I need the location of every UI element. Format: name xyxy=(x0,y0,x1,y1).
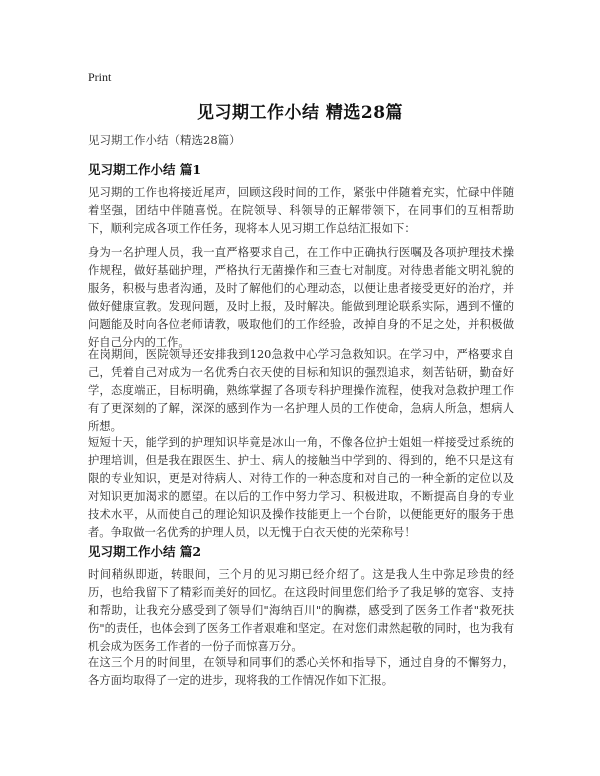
section-1-paragraph-1: 见习期的工作也将接近尾声，回顾这段时间的工作，紧张中伴随着充实，忙碌中伴随着坚强，团结中伴随喜悦。在院领导、科领导的正解带领下，在同事们的互相帮助下，顺利完成各项工作任务，现将本人见习期工作总结汇报如下： xyxy=(88,186,514,235)
page-title: 见习期工作小结 精选28篇 xyxy=(196,103,404,123)
section-2-paragraph-1: 时间稍纵即逝，转眼间，三个月的见习期已经介绍了。这是我人生中弥足珍贵的经历，也给我留下了精彩而美好的回忆。在这段时间里您们给予了我足够的宽容、支持和帮助，让我充分感受到了领导们"海纳百川"的胸襟，感受到了医务工作者"救死扶伤"的责任，也体会到了医务工作者艰难和坚定。在对您们肃然起敬的同时，也为我有机会成为医务工作者的一份子而惊喜万分。 xyxy=(88,568,514,653)
section-1-paragraph-4: 短短十天，能学到的护理知识毕竟是冰山一角，不像各位护士姐姐一样接受过系统的护理培训，但是我在跟医生、护士、病人的接触当中学到的、得到的，绝不只是这有限的专业知识，更是对待病人、对待工作的一种态度和对自己的一种全新的定位以及对知识更加渴求的愿望。在以后的工作中努力学习、积极进取，不断提高自身的专业技术水平，从而使自己的理论知识及操作技能更上一个台阶，以便能更好的服务于患者。争取做一名优秀的护理人员，以无愧于白衣天使的光荣称号！ xyxy=(88,436,514,539)
section-2-paragraph-2: 在这三个月的时间里，在领导和同事们的悉心关怀和指导下，通过自身的不懈努力，各方面均取得了一定的进步，现将我的工作情况作如下汇报。 xyxy=(88,656,514,687)
section-heading-1: 见习期工作小结 篇1 xyxy=(88,162,202,177)
section-heading-2: 见习期工作小结 篇2 xyxy=(88,544,202,559)
section-1-paragraph-2: 身为一名护理人员，我一直严格要求自己，在工作中正确执行医嘱及各项护理技术操作规程，做好基础护理，严格执行无菌操作和三查七对制度。对待患者能文明礼貌的服务，积极与患者沟通，及时了解他们的心理动态，以便让患者接受更好的治疗，并做好健康宣教。发现问题，及时上报，及时解决。能做到理论联系实际，遇到不懂的问题能及时向各位老师请教，吸取他们的工作经验，改掉自身的不足之处，并积极做好自己分内的工作。 xyxy=(88,246,514,349)
section-1-paragraph-3: 在岗期间，医院领导还安排我到120急救中心学习急救知识。在学习中，严格要求自己，凭着自己对成为一名优秀白衣天使的目标和知识的强烈追求，刻苦钻研，勤奋好学，态度端正，目标明确，熟练掌握了各项专科护理操作流程，使我对急救护理工作有了更深刻的了解，深深的感到作为一名护理人员的工作使命，急病人所急，想病人所想。 xyxy=(88,348,514,433)
print-link[interactable]: Print xyxy=(88,70,112,84)
document-subtitle: 见习期工作小结（精选28篇） xyxy=(88,133,241,147)
